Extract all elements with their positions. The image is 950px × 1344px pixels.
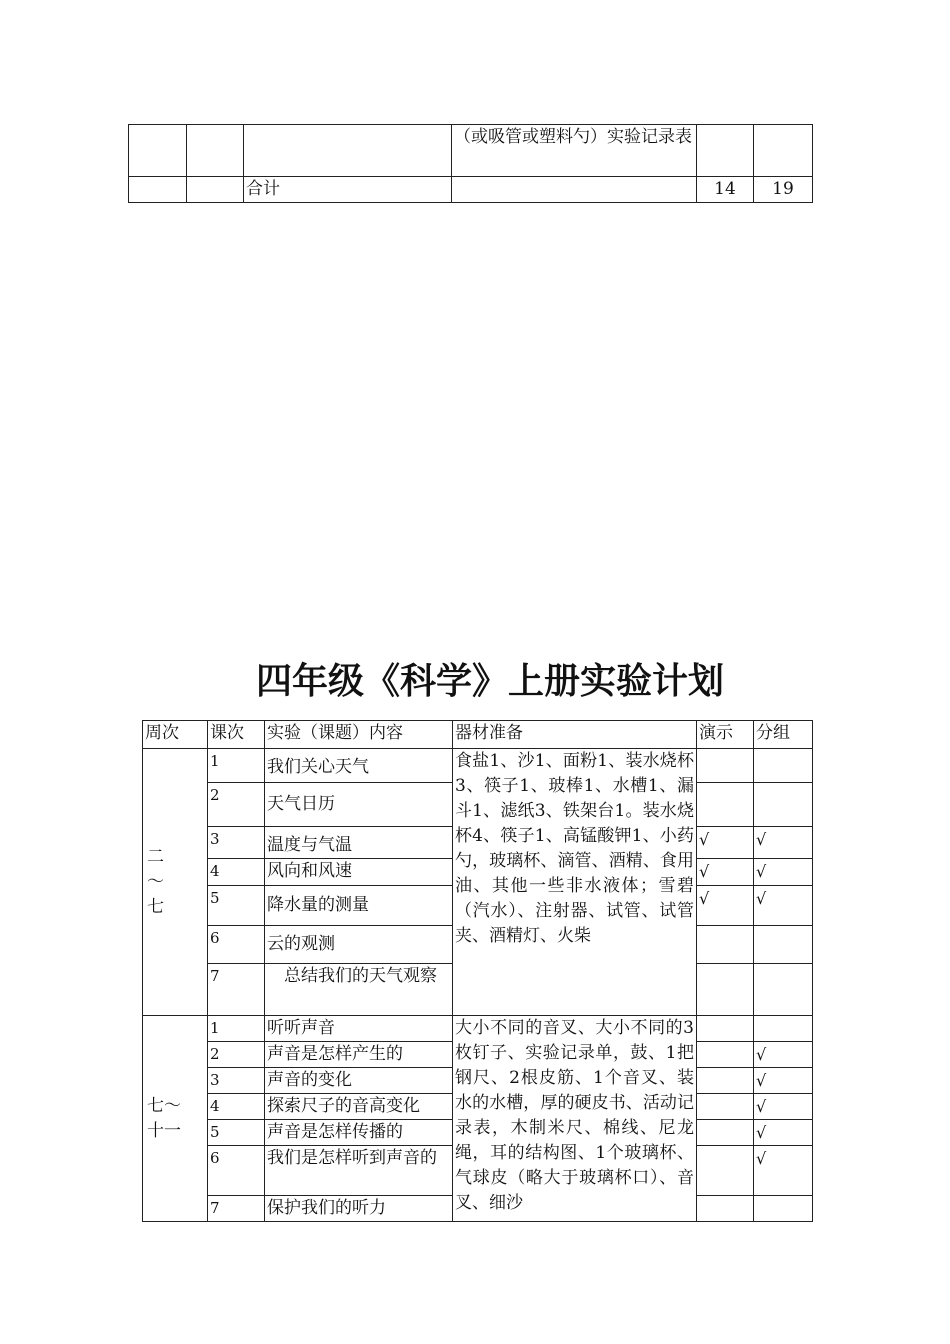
lesson-number: 4 — [208, 859, 265, 886]
lesson-content: 降水量的测量 — [265, 886, 453, 926]
continued-content: （或吸管或塑料勺）实验记录表 — [452, 125, 697, 177]
header-equipment: 器材准备 — [453, 721, 697, 749]
total-row — [129, 177, 813, 203]
experiment-plan-table — [142, 720, 813, 1222]
total-group: 19 — [754, 177, 813, 203]
demo-mark — [697, 926, 754, 964]
header-week: 周次 — [143, 721, 208, 749]
lesson-content: 温度与气温 — [265, 827, 453, 859]
lesson-content: 声音是怎样产生的 — [265, 1042, 453, 1068]
table-row — [129, 125, 813, 177]
demo-mark — [697, 1016, 754, 1042]
demo-mark — [697, 1146, 754, 1196]
header-row — [143, 721, 813, 749]
group-mark: √ — [754, 1068, 813, 1094]
unit2-week: 七～十一 — [143, 1016, 208, 1222]
lesson-number: 1 — [208, 749, 265, 783]
lesson-number: 2 — [208, 783, 265, 827]
lesson-content: 我们关心天气 — [265, 749, 453, 783]
lesson-content: 天气日历 — [265, 783, 453, 827]
group-mark — [754, 1016, 813, 1042]
demo-mark — [697, 1196, 754, 1222]
group-mark: √ — [754, 827, 813, 859]
demo-mark: √ — [697, 886, 754, 926]
lesson-number: 7 — [208, 1196, 265, 1222]
lesson-content: 风向和风速 — [265, 859, 453, 886]
group-mark — [754, 749, 813, 783]
lesson-content: 声音的变化 — [265, 1068, 453, 1094]
unit1-equipment: 食盐1、沙1、面粉1、装水烧杯3、筷子1、玻棒1、水槽1、漏斗1、滤纸3、铁架台1。装水烧杯4、筷子1、高锰酸钾1、小药勺，玻璃杯、滴管、酒精、食用油、其他一些非水液体；雪碧（汽水）、注射器、试管、试管夹、酒精灯、火柴 — [453, 749, 697, 1016]
header-demo: 演示 — [697, 721, 754, 749]
lesson-number: 1 — [208, 1016, 265, 1042]
lesson-content: 听听声音 — [265, 1016, 453, 1042]
demo-mark — [697, 783, 754, 827]
total-demo: 14 — [697, 177, 754, 203]
header-lesson: 课次 — [208, 721, 265, 749]
group-mark: √ — [754, 859, 813, 886]
header-content: 实验（课题）内容 — [265, 721, 453, 749]
unit1-week: 二～七 — [143, 749, 208, 1016]
lesson-number: 6 — [208, 1146, 265, 1196]
lesson-content: 探索尺子的音高变化 — [265, 1094, 453, 1120]
lesson-content: 我们是怎样听到声音的 — [265, 1146, 453, 1196]
demo-mark — [697, 1042, 754, 1068]
group-mark: √ — [754, 1120, 813, 1146]
lesson-number: 5 — [208, 1120, 265, 1146]
lesson-content: 总结我们的天气观察 — [265, 964, 453, 1016]
lesson-number: 5 — [208, 886, 265, 926]
lesson-content: 保护我们的听力 — [265, 1196, 453, 1222]
lesson-number: 7 — [208, 964, 265, 1016]
lesson-content: 声音是怎样传播的 — [265, 1120, 453, 1146]
demo-mark — [697, 964, 754, 1016]
table-row — [143, 1016, 813, 1042]
lesson-number: 4 — [208, 1094, 265, 1120]
lesson-number: 6 — [208, 926, 265, 964]
demo-mark: √ — [697, 859, 754, 886]
lesson-number: 2 — [208, 1042, 265, 1068]
unit2-equipment: 大小不同的音叉、大小不同的3枚钉子、实验记录单，鼓、1把钢尺、2根皮筋、1个音叉、装水的水槽，厚的硬皮书、活动记录表，木制米尺、棉线、尼龙绳，耳的结构图、1个玻璃杯、气球皮（略大于玻璃杯口）、音叉、细沙 — [453, 1016, 697, 1222]
demo-mark: √ — [697, 827, 754, 859]
continued-table — [128, 124, 813, 203]
group-mark — [754, 926, 813, 964]
table-row — [143, 749, 813, 783]
lesson-number: 3 — [208, 1068, 265, 1094]
demo-mark — [697, 1068, 754, 1094]
group-mark — [754, 783, 813, 827]
page-title: 四年级《科学》上册实验计划 — [255, 661, 724, 702]
demo-mark — [697, 1094, 754, 1120]
lesson-number: 3 — [208, 827, 265, 859]
group-mark — [754, 1196, 813, 1222]
group-mark — [754, 964, 813, 1016]
group-mark: √ — [754, 1042, 813, 1068]
group-mark: √ — [754, 886, 813, 926]
group-mark: √ — [754, 1146, 813, 1196]
demo-mark — [697, 1120, 754, 1146]
group-mark: √ — [754, 1094, 813, 1120]
header-group: 分组 — [754, 721, 813, 749]
total-label: 合计 — [244, 177, 452, 203]
demo-mark — [697, 749, 754, 783]
lesson-content: 云的观测 — [265, 926, 453, 964]
